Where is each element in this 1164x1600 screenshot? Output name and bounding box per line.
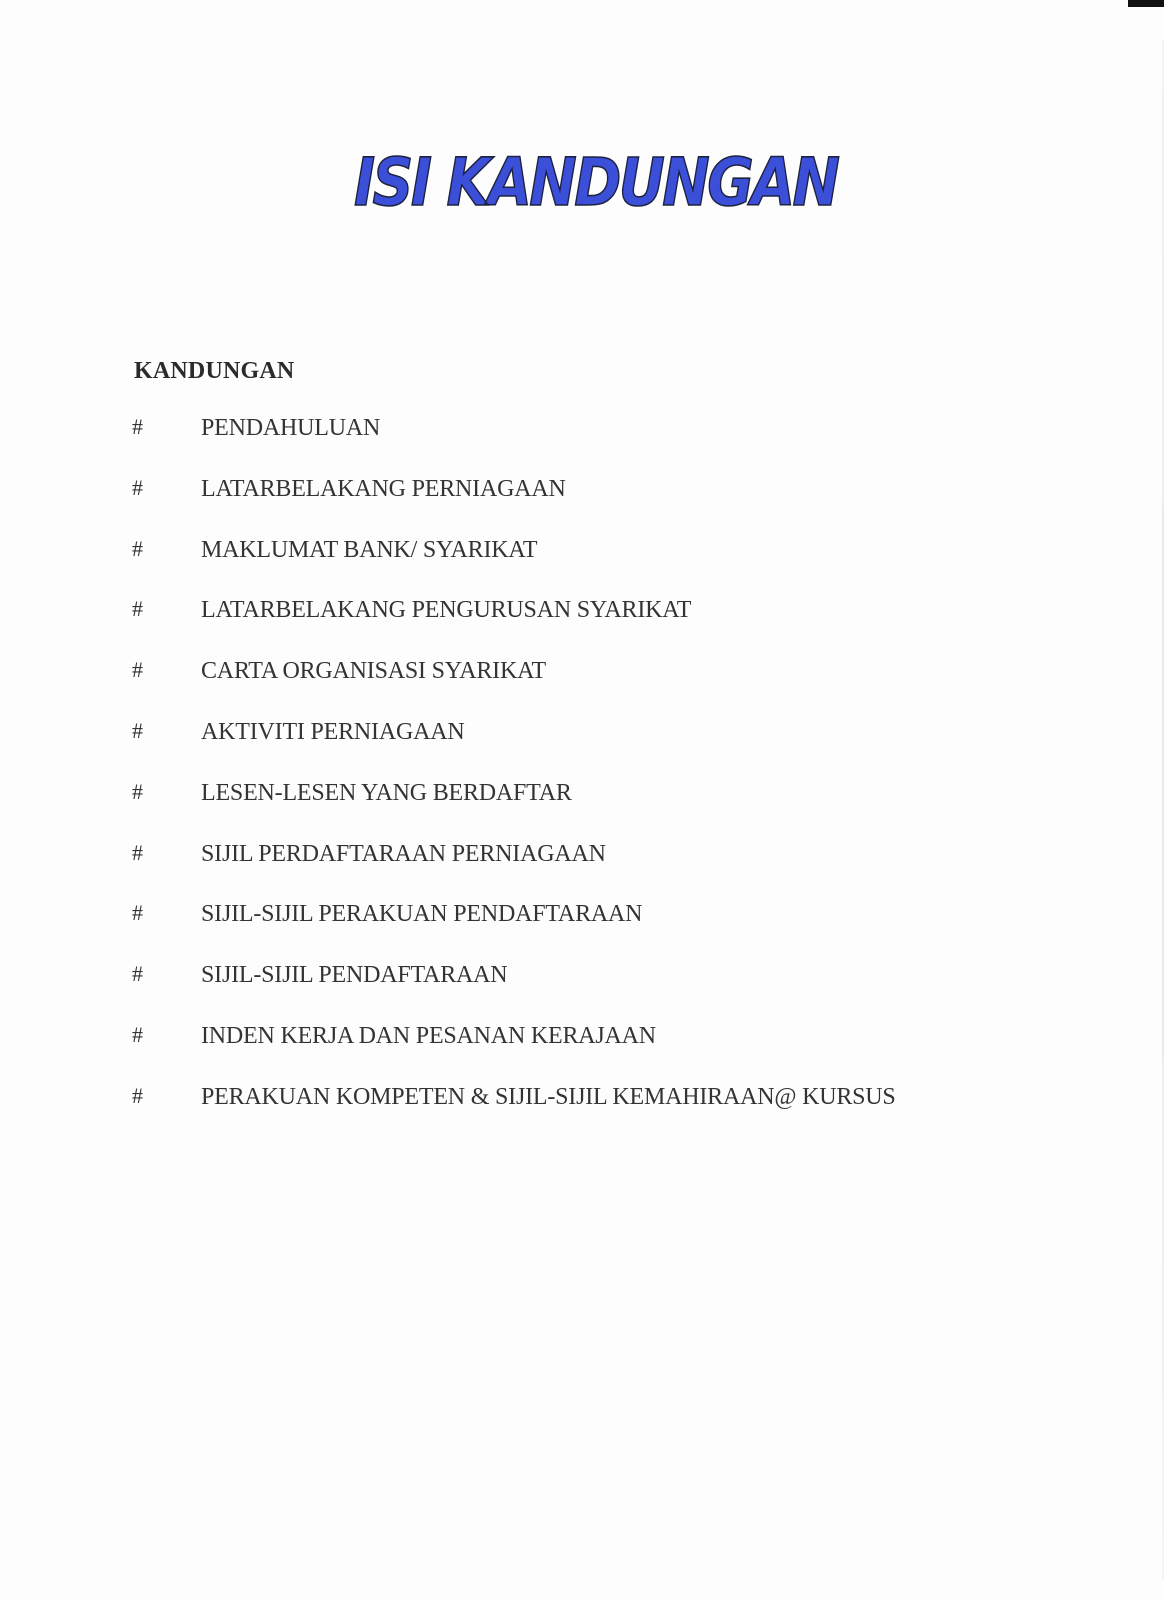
list-item-label: SIJIL PERDAFTARAAN PERNIAGAAN	[201, 840, 606, 867]
bullet-hash: #	[132, 657, 143, 683]
bullet-hash: #	[132, 596, 143, 622]
list-item-label: CARTA ORGANISASI SYARIKAT	[201, 658, 547, 685]
bullet-hash: #	[132, 1082, 143, 1108]
bullet-hash: #	[132, 414, 143, 439]
list-item-label: LATARBELAKANG PERNIAGAAN	[201, 475, 566, 502]
list-item-label: PERAKUAN KOMPETEN & SIJIL-SIJIL KEMAHIRAAN@ KURSUS	[201, 1083, 896, 1110]
bullet-hash: #	[132, 961, 143, 987]
list-item-label: AKTIVITI PERNIAGAAN	[201, 718, 465, 745]
section-heading: KANDUNGAN	[134, 358, 295, 384]
list-item-label: SIJIL-SIJIL PENDAFTARAAN	[201, 962, 508, 989]
list-item-label: SIJIL-SIJIL PERAKUAN PENDAFTARAAN	[201, 901, 643, 928]
bullet-hash: #	[132, 900, 143, 926]
bullet-hash: #	[132, 474, 143, 500]
list-item-label: LATARBELAKANG PENGURUSAN SYARIKAT	[201, 597, 692, 624]
bullet-hash: #	[132, 1021, 143, 1047]
bullet-hash: #	[132, 778, 143, 804]
list-item-label: PENDAHULUAN	[201, 415, 381, 441]
list-item-label: MAKLUMAT BANK/ SYARIKAT	[201, 536, 538, 563]
page-title: ISI KANDUNGAN	[354, 144, 838, 221]
bullet-hash: #	[132, 839, 143, 865]
bullet-hash: #	[132, 717, 143, 743]
bullet-hash: #	[132, 535, 143, 561]
list-item-label: INDEN KERJA DAN PESANAN KERAJAAN	[201, 1022, 656, 1049]
list-item-label: LESEN-LESEN YANG BERDAFTAR	[201, 779, 572, 806]
scan-artifact	[1128, 0, 1164, 7]
